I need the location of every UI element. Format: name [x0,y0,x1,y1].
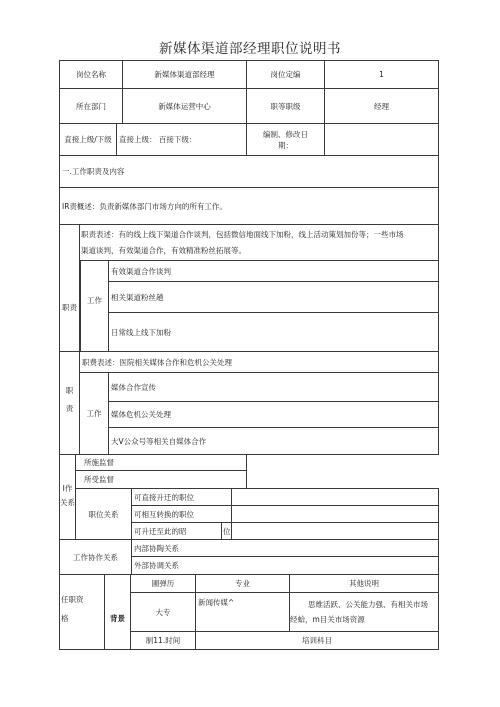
background-column [104,574,131,650]
duty1-side-label: 职责 [62,303,77,312]
supervised-label: 所受监督 [75,470,247,489]
duty2-work-label: 工作 [86,409,102,418]
other-value-line1: 思维活跃、公关能力强、有相关市场 [308,600,428,609]
rotate-value [231,505,439,523]
qualification-label-2: 格 [61,614,69,623]
duty2-item-1: 媒体合作宣传 [108,372,439,402]
grade-label: 职等职级 [246,88,325,124]
duty2-side-label-1: 职 [65,386,74,395]
position-name-value: 新媒体渠道部经理 [122,60,247,89]
department-value: 新媒体运营中心 [122,88,247,124]
major-value: 新闻传媒^ [195,592,290,632]
edit-date-label-line1: 编制、修改日 [263,129,308,139]
position-code-label: 岗位定编 [246,60,325,89]
qualification-label-1: 任职资 [61,595,84,604]
collab-label: 工作协作关系 [59,539,132,575]
other-value-line2: 经蛤，m目关市场资源 [290,615,365,624]
document-title: 新媒体渠道部经理职位说明书 [159,41,341,57]
promote-from-value [231,522,439,540]
other-header: 其他说明 [289,574,439,593]
superior-value: 直接上级： 百接下级： [116,123,247,156]
training-subject-header: 培训科目 [195,631,439,650]
education-header: 圃弹历 [130,574,196,593]
duty1-desc-line1: 职责表述：有的线上线下渠道合作谈判，包括微信地面线下加粉，线上活动策划加份等；一些市场 [81,230,404,239]
position-code-value: 1 [324,60,439,89]
supervise-label: 所施监督 [75,454,247,471]
promote-from-label-tail: 位 [221,522,232,540]
relations-side-label-2: 关系 [60,498,75,507]
job-description-table [59,60,439,650]
duty2-item-3: 大V公众号等相关自媒体合作 [108,427,439,455]
major-header: 专业 [195,574,290,593]
duty1-item-3: 日常线上线下加粉 [108,312,439,352]
education-value: 大专 [130,592,196,632]
promote-from-label: 可升迁至此的昭 [131,522,222,540]
superior-label: 直接上级/下级 [59,123,117,156]
qualification-side-column [59,574,105,650]
duty2-side-label-2: 责 [65,404,74,413]
external-collab: 外部协调关系 [131,556,439,575]
duty1-work-label: 工作 [87,296,102,305]
duty1-item-1: 有效渠道合作谈判 [108,260,439,282]
duty1-side-column [59,224,80,352]
background-label: 背景 [110,614,125,623]
department-label: 所在部门 [59,88,123,124]
duty2-desc: 职费表述：医院相关媒体合作和危机公关处理 [79,351,439,373]
relations-side-label-1: I作 [62,484,73,493]
promote-label: 可直接升迁的职位 [131,488,232,506]
promote-value [231,488,439,506]
section-duties-title: 一.工作职责及内容 [59,155,439,188]
grade-value: 经理 [324,88,439,124]
training-time-header: 制11.时间 [130,631,196,650]
duty1-work-column [80,260,109,352]
edit-date-label [246,123,325,156]
duty-overview: IR责概述：负责新媒体部门市场方向的所有工作。 [59,187,439,225]
rotate-label: 可相互转换的职位 [131,505,232,523]
duty1-item-2: 相关渠道粉丝趟 [108,281,439,313]
duty2-item-2: 媒体危机公关处理 [108,401,439,428]
other-value [289,592,439,632]
edit-date-value [324,123,439,156]
position-name-label: 岗位名称 [59,60,123,89]
edit-date-label-line2: 期： [278,140,293,150]
duty1-desc-line2: 渠道谈判，有效渠道合作，有效精准粉丝拓展等。 [81,246,246,255]
internal-collab: 内部协陶关系 [131,539,439,557]
position-relation-label: 职位关系 [75,488,132,540]
